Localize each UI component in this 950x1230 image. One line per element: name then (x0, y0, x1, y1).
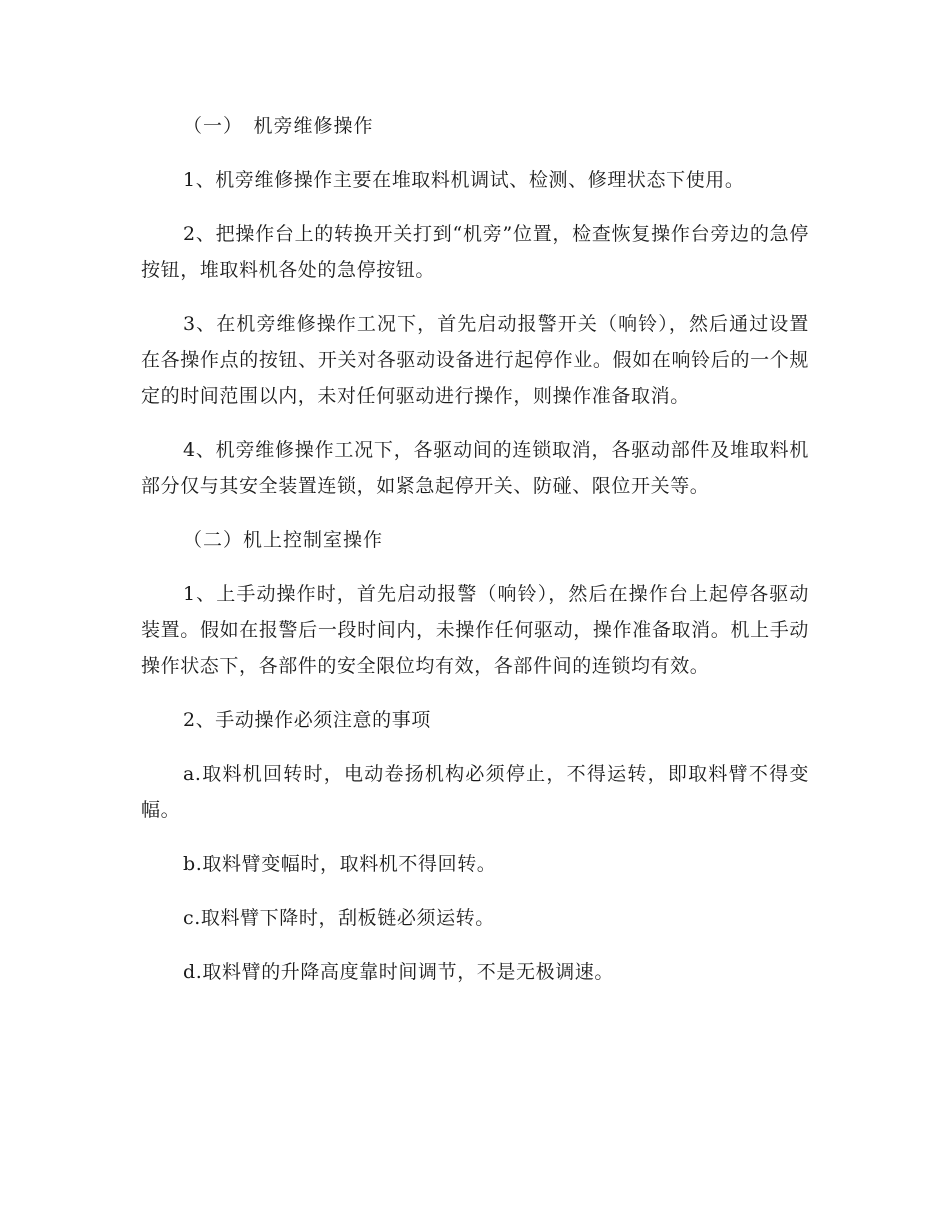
paragraph-2-d: d.取料臂的升降高度靠时间调节，不是无极调速。 (183, 961, 615, 983)
paragraph-2-1: 1、上手动操作时，首先启动报警（响铃），然后在操作台上起停各驱动装置。假如在报警后一段时间内，未操作任何驱动，操作准备取消。机上手动操作状态下，各部件的安全限位均有效，各部件间的连锁均有效。 (141, 583, 809, 677)
paragraph-1-2: 2、把操作台上的转换开关打到“机旁”位置，检查恢复操作台旁边的急停按钮，堆取料机各处的急停按钮。 (141, 223, 809, 281)
section-heading-control-room: （二）机上控制室操作 (183, 529, 384, 551)
section-heading-onsite-maintenance: （一） 机旁维修操作 (183, 115, 374, 137)
paragraph-2-a: a.取料机回转时，电动卷扬机构必须停止，不得运转，即取料臂不得变幅。 (141, 763, 809, 821)
paragraph-1-3: 3、在机旁维修操作工况下，首先启动报警开关（响铃），然后通过设置在各操作点的按钮、开关对各驱动设备进行起停作业。假如在响铃后的一个规定的时间范围以内，未对任何驱动进行操作，则操作准备取消。 (141, 313, 809, 407)
paragraph-2-2: 2、手动操作必须注意的事项 (183, 709, 431, 731)
paragraph-1-1: 1、机旁维修操作主要在堆取料机调试、检测、修理状态下使用。 (183, 169, 745, 191)
paragraph-2-c: c.取料臂下降时，刮板链必须运转。 (183, 907, 495, 929)
document-body (141, 108, 809, 1008)
paragraph-2-b: b.取料臂变幅时，取料机不得回转。 (183, 853, 497, 875)
paragraph-1-4: 4、机旁维修操作工况下，各驱动间的连锁取消，各驱动部件及堆取料机部分仅与其安全装置连锁，如紧急起停开关、防碰、限位开关等。 (141, 439, 809, 497)
